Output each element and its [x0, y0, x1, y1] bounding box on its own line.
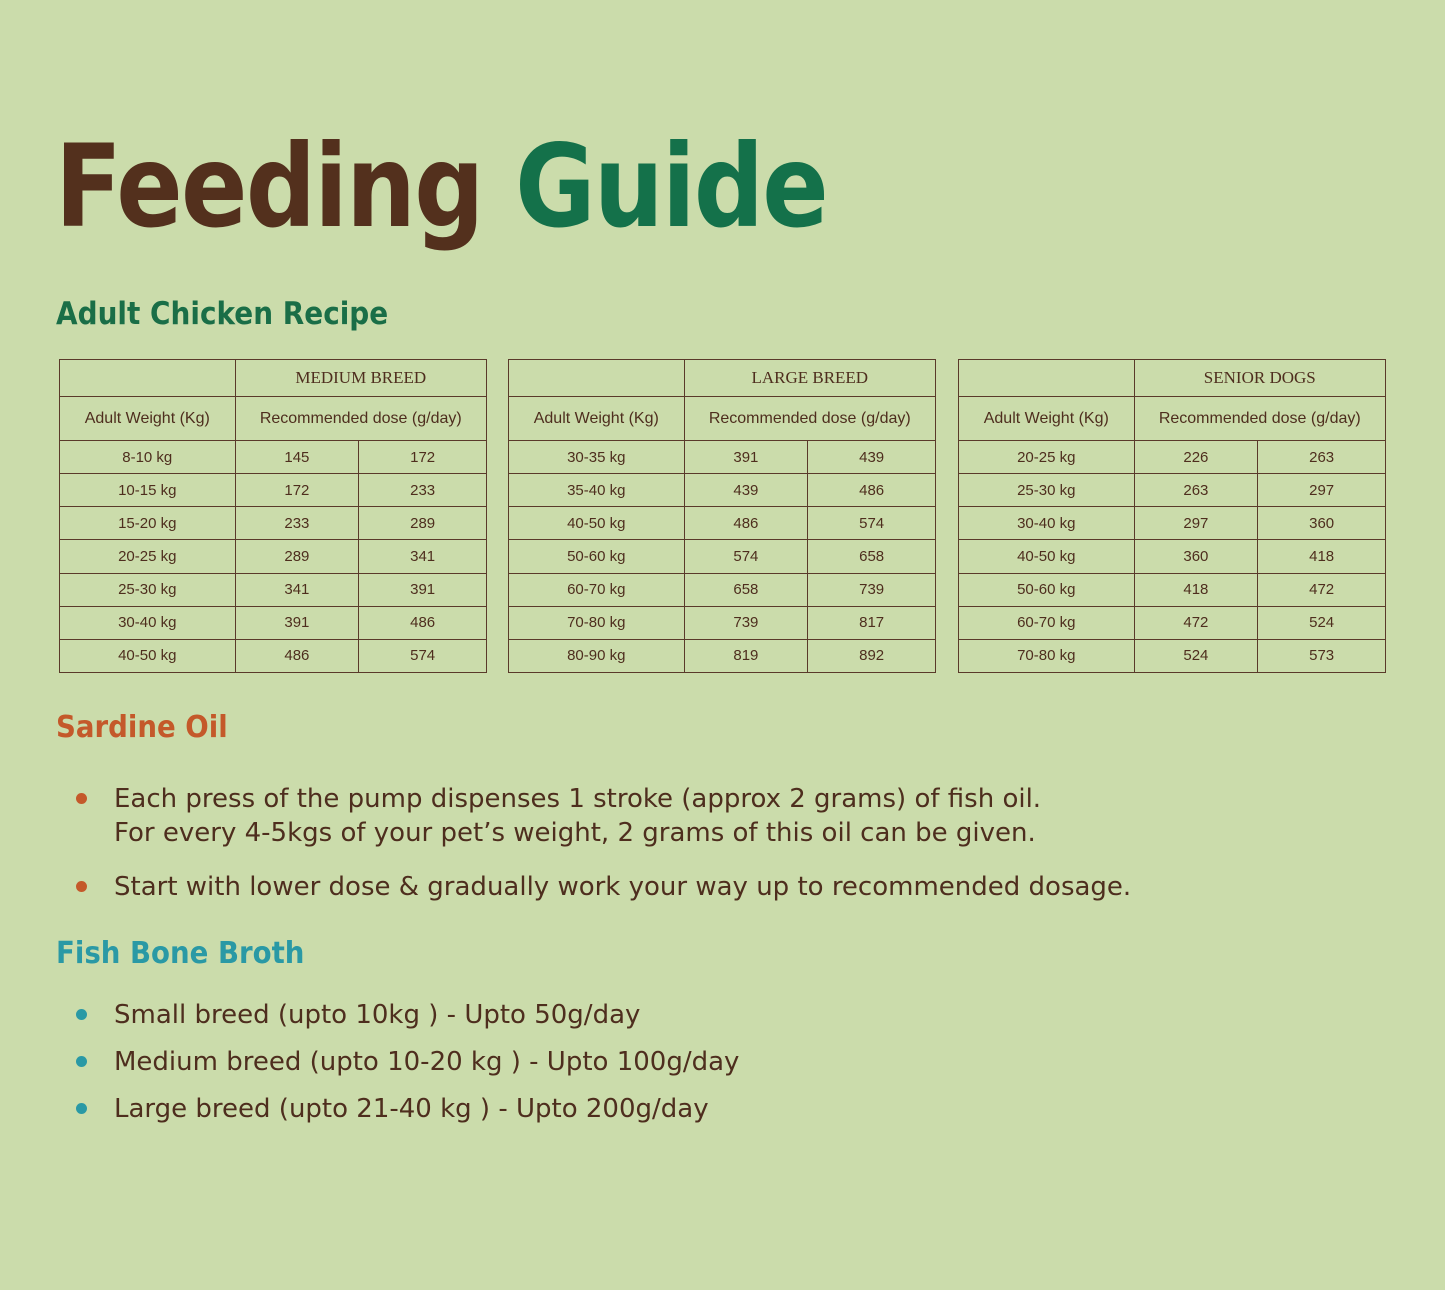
- bullet-dot-icon: [76, 793, 87, 804]
- cell-dose-max: 573: [1258, 639, 1386, 672]
- cell-dose-min: 233: [235, 507, 359, 540]
- cell-dose-max: 658: [808, 540, 936, 573]
- cell-dose-min: 439: [684, 474, 808, 507]
- col-header-dose: Recommended dose (g/day): [684, 397, 935, 441]
- cell-dose-max: 418: [1258, 540, 1386, 573]
- cell-dose-max: 486: [359, 606, 487, 639]
- cell-dose-max: 172: [359, 441, 487, 474]
- cell-dose-max: 817: [808, 606, 936, 639]
- list-item: [72, 782, 1131, 850]
- list-item: [72, 998, 739, 1032]
- table-heading: SENIOR DOGS: [1134, 360, 1385, 397]
- cell-weight: 25-30 kg: [959, 474, 1135, 507]
- cell-weight: 20-25 kg: [959, 441, 1135, 474]
- table-row: [60, 606, 487, 639]
- cell-weight: 15-20 kg: [60, 507, 236, 540]
- cell-dose-min: 486: [235, 639, 359, 672]
- table-row: [509, 540, 936, 573]
- table-corner-cell: [509, 360, 685, 397]
- fish-bone-broth-heading: Fish Bone Broth: [56, 936, 305, 971]
- table-row: [959, 507, 1386, 540]
- table-row: [60, 474, 487, 507]
- title-part-guide: Guide: [515, 120, 828, 253]
- cell-dose-max: 391: [359, 573, 487, 606]
- bullet-dot-icon: [76, 1056, 87, 1067]
- list-item: [72, 1045, 739, 1079]
- table-corner-cell: [60, 360, 236, 397]
- cell-dose-max: 439: [808, 441, 936, 474]
- cell-weight: 40-50 kg: [509, 507, 685, 540]
- cell-weight: 50-60 kg: [959, 573, 1135, 606]
- cell-dose-max: 263: [1258, 441, 1386, 474]
- cell-dose-min: 418: [1134, 573, 1258, 606]
- cell-dose-min: 172: [235, 474, 359, 507]
- table-corner-cell: [959, 360, 1135, 397]
- list-item-line: Each press of the pump dispenses 1 stroke (approx 2 grams) of fish oil.: [114, 784, 1042, 814]
- bullet-dot-icon: [76, 1103, 87, 1114]
- cell-weight: 35-40 kg: [509, 474, 685, 507]
- col-header-weight: Adult Weight (Kg): [60, 397, 236, 441]
- cell-dose-max: 233: [359, 474, 487, 507]
- table-row: [959, 474, 1386, 507]
- table-row: [509, 441, 936, 474]
- cell-dose-min: 391: [684, 441, 808, 474]
- table-medium-breed: [59, 359, 487, 673]
- cell-weight: 40-50 kg: [959, 540, 1135, 573]
- table-row: [60, 639, 487, 672]
- cell-dose-max: 574: [808, 507, 936, 540]
- cell-dose-min: 341: [235, 573, 359, 606]
- col-header-weight: Adult Weight (Kg): [509, 397, 685, 441]
- table-row: [959, 441, 1386, 474]
- col-header-dose: Recommended dose (g/day): [235, 397, 486, 441]
- cell-dose-max: 892: [808, 639, 936, 672]
- bullet-dot-icon: [76, 881, 87, 892]
- cell-dose-min: 297: [1134, 507, 1258, 540]
- table-row: [509, 639, 936, 672]
- cell-weight: 60-70 kg: [959, 606, 1135, 639]
- sardine-oil-heading: Sardine Oil: [56, 710, 228, 745]
- cell-dose-min: 486: [684, 507, 808, 540]
- list-item: [72, 870, 1131, 904]
- cell-dose-min: 391: [235, 606, 359, 639]
- table-row: [959, 540, 1386, 573]
- cell-dose-min: 658: [684, 573, 808, 606]
- bullet-dot-icon: [76, 1009, 87, 1020]
- fish-bone-broth-list: [72, 998, 739, 1139]
- cell-dose-max: 289: [359, 507, 487, 540]
- list-item-line: Start with lower dose & gradually work your way up to recommended dosage.: [114, 872, 1132, 902]
- list-item-text: Small breed (upto 10kg ) - Upto 50g/day: [114, 1000, 641, 1030]
- table-row: [60, 540, 487, 573]
- cell-weight: 40-50 kg: [60, 639, 236, 672]
- cell-weight: 80-90 kg: [509, 639, 685, 672]
- table-row: [60, 573, 487, 606]
- table-heading: LARGE BREED: [684, 360, 935, 397]
- table-row: [509, 606, 936, 639]
- cell-dose-max: 297: [1258, 474, 1386, 507]
- cell-dose-min: 524: [1134, 639, 1258, 672]
- cell-dose-max: 574: [359, 639, 487, 672]
- list-item-line: For every 4-5kgs of your pet’s weight, 2 grams of this oil can be given.: [114, 818, 1036, 848]
- table-row: [60, 507, 487, 540]
- cell-dose-max: 486: [808, 474, 936, 507]
- list-item-text: Large breed (upto 21-40 kg ) - Upto 200g/day: [114, 1094, 709, 1124]
- page-title: [55, 120, 828, 253]
- cell-weight: 30-40 kg: [959, 507, 1135, 540]
- sardine-oil-list: [72, 782, 1131, 924]
- cell-dose-min: 145: [235, 441, 359, 474]
- col-header-dose: Recommended dose (g/day): [1134, 397, 1385, 441]
- title-part-feeding: Feeding: [55, 120, 483, 253]
- table-heading: MEDIUM BREED: [235, 360, 486, 397]
- cell-dose-min: 226: [1134, 441, 1258, 474]
- cell-dose-max: 360: [1258, 507, 1386, 540]
- table-row: [509, 474, 936, 507]
- table-row: [509, 507, 936, 540]
- cell-weight: 70-80 kg: [959, 639, 1135, 672]
- table-row: [60, 441, 487, 474]
- cell-dose-min: 819: [684, 639, 808, 672]
- cell-dose-min: 574: [684, 540, 808, 573]
- table-row: [959, 573, 1386, 606]
- cell-weight: 25-30 kg: [60, 573, 236, 606]
- recipe-subtitle: Adult Chicken Recipe: [56, 296, 389, 332]
- cell-weight: 60-70 kg: [509, 573, 685, 606]
- table-senior-dogs: [958, 359, 1386, 673]
- cell-weight: 20-25 kg: [60, 540, 236, 573]
- cell-weight: 70-80 kg: [509, 606, 685, 639]
- table-row: [959, 606, 1386, 639]
- cell-weight: 10-15 kg: [60, 474, 236, 507]
- table-row: [959, 639, 1386, 672]
- cell-dose-max: 341: [359, 540, 487, 573]
- cell-weight: 30-35 kg: [509, 441, 685, 474]
- cell-weight: 8-10 kg: [60, 441, 236, 474]
- col-header-weight: Adult Weight (Kg): [959, 397, 1135, 441]
- cell-dose-min: 263: [1134, 474, 1258, 507]
- cell-dose-min: 289: [235, 540, 359, 573]
- cell-dose-min: 472: [1134, 606, 1258, 639]
- cell-dose-max: 472: [1258, 573, 1386, 606]
- cell-dose-max: 524: [1258, 606, 1386, 639]
- cell-dose-max: 739: [808, 573, 936, 606]
- list-item-text: Medium breed (upto 10-20 kg ) - Upto 100g/day: [114, 1047, 740, 1077]
- cell-dose-min: 739: [684, 606, 808, 639]
- cell-dose-min: 360: [1134, 540, 1258, 573]
- list-item: [72, 1092, 739, 1126]
- table-large-breed: [508, 359, 936, 673]
- table-row: [509, 573, 936, 606]
- cell-weight: 30-40 kg: [60, 606, 236, 639]
- cell-weight: 50-60 kg: [509, 540, 685, 573]
